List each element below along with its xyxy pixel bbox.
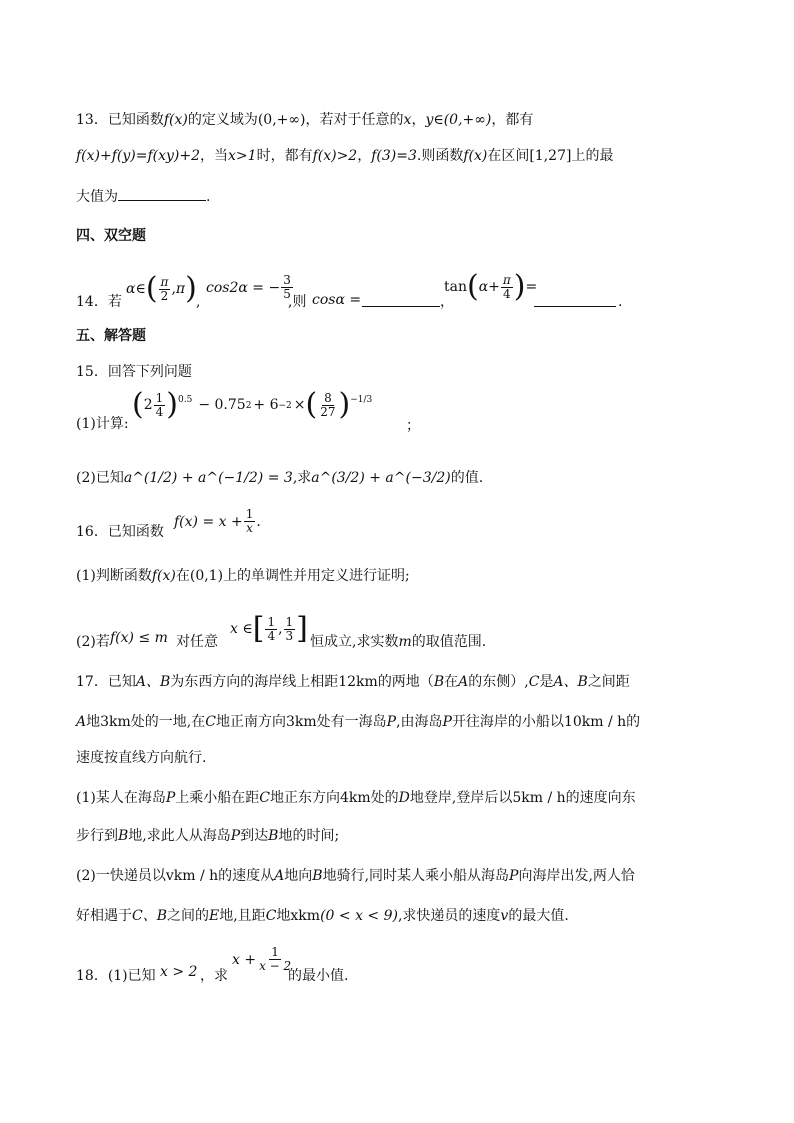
num: 1 bbox=[245, 507, 254, 521]
text: (1)判断函数 bbox=[76, 568, 152, 584]
math-alpha-interval: α∈ ( $\frac{\pi}{2}$ , π ) bbox=[126, 271, 197, 306]
math: 3km bbox=[100, 714, 131, 730]
math: = bbox=[525, 279, 538, 295]
math: P bbox=[165, 790, 176, 806]
q13-line-2 bbox=[76, 146, 613, 166]
text: ，当 bbox=[200, 148, 229, 164]
text: 13．已知函数 bbox=[76, 112, 164, 128]
text: 地正南方向 bbox=[215, 714, 286, 730]
math: f(x)+f(y)=f(xy)+2 bbox=[76, 148, 201, 164]
math: A bbox=[274, 868, 285, 884]
num: 3 bbox=[283, 273, 291, 287]
text: ，若对于任意的 bbox=[305, 112, 404, 128]
text: 17．已知 bbox=[76, 674, 136, 690]
math: α∈ bbox=[126, 281, 146, 297]
math: P bbox=[509, 868, 519, 884]
answer-blank[interactable] bbox=[118, 186, 206, 201]
text: ，都有 bbox=[491, 112, 534, 128]
text: 之间的 bbox=[167, 908, 209, 924]
text: 向海岸出发,两人恰 bbox=[518, 868, 635, 884]
math: A、B bbox=[135, 674, 171, 690]
math: x>1 bbox=[228, 148, 257, 164]
den: 4 bbox=[155, 404, 164, 419]
q16-sub-1 bbox=[76, 566, 410, 586]
text: 的定义域为 bbox=[187, 112, 258, 128]
text: .则函数 bbox=[416, 148, 464, 164]
text: 上的单调性并用定义进行证明; bbox=[223, 568, 410, 584]
math: f(x) bbox=[163, 112, 188, 128]
math: (0,1) bbox=[189, 568, 224, 584]
math: α+ bbox=[478, 279, 500, 295]
q13-line-3 bbox=[76, 186, 210, 207]
text: 是 bbox=[539, 674, 554, 690]
text: 18．(1)已知 bbox=[76, 968, 156, 984]
math: + 6 bbox=[253, 397, 279, 413]
text: 地,且距 bbox=[219, 908, 266, 924]
text: ， bbox=[440, 294, 454, 310]
text: 对任意 bbox=[176, 634, 218, 650]
math-expression bbox=[232, 946, 294, 973]
text: 地登岸,登岸后以 bbox=[409, 790, 513, 806]
section-heading-5: 五、解答题 bbox=[76, 328, 146, 344]
q13-line-1 bbox=[76, 110, 533, 130]
math-interval: x ∈ [ $\frac{1}{4}$ , $\frac{1}{3}$ ] bbox=[230, 611, 308, 646]
math: × bbox=[293, 397, 306, 413]
math: f(3)=3 bbox=[371, 148, 417, 164]
math: C bbox=[265, 908, 277, 924]
math: −2 bbox=[278, 401, 292, 411]
math: f(x) ≤ m bbox=[110, 630, 168, 646]
math: f(x) bbox=[463, 148, 488, 164]
math: 0.5 bbox=[178, 395, 193, 405]
text: 的最大值. bbox=[508, 908, 569, 924]
math: P bbox=[442, 714, 452, 730]
q17-line-3: 速度按直线方向航行. bbox=[76, 750, 207, 766]
text: 大值为 bbox=[76, 189, 118, 205]
math: (0 < x < 9) bbox=[320, 908, 398, 924]
q15-title: 15．回答下列问题 bbox=[76, 364, 192, 380]
math: f(x) bbox=[151, 568, 176, 584]
text: (1)计算: bbox=[76, 416, 129, 432]
text: ， bbox=[411, 112, 426, 128]
math: 12km bbox=[338, 674, 378, 690]
math: B bbox=[268, 828, 279, 844]
text: 的速度向东 bbox=[565, 790, 636, 806]
math: C、B bbox=[132, 908, 167, 924]
q15-sub-2 bbox=[76, 468, 483, 488]
math: D bbox=[398, 790, 410, 806]
den: 3 bbox=[285, 628, 294, 643]
math: vkm / h bbox=[165, 868, 219, 884]
text: ,求 bbox=[292, 470, 312, 486]
math-expression: ( 2 $\frac{1}{4}$ ) $^{0.5}$ − 0.75 2 + 6 −2 × ( $\frac{8}{27}$ ) $^{-1/3}$ bbox=[132, 387, 373, 422]
text: 的最小值. bbox=[288, 968, 349, 984]
math: cos2α = − bbox=[206, 279, 281, 296]
text: 上的最 bbox=[571, 148, 614, 164]
math: xkm bbox=[290, 908, 321, 924]
math: cosα = bbox=[312, 292, 362, 308]
q16-sub-2-tail bbox=[310, 632, 486, 652]
math: A bbox=[76, 714, 87, 730]
text: 的两地（ bbox=[377, 674, 434, 690]
math: a^(3/2) + a^(−3/2) bbox=[311, 470, 451, 486]
q17-line-4 bbox=[76, 788, 636, 808]
den: 4 bbox=[503, 286, 511, 301]
math: C bbox=[205, 714, 216, 730]
text: (1)某人在海岛 bbox=[76, 790, 166, 806]
math: P bbox=[386, 714, 397, 730]
text: 上乘小船在距 bbox=[175, 790, 260, 806]
text: , bbox=[196, 294, 201, 310]
math: A、B bbox=[553, 674, 588, 690]
text: ,由海岛 bbox=[396, 714, 443, 730]
text: 在区间 bbox=[487, 148, 530, 164]
text: 的值. bbox=[450, 470, 484, 486]
q17-line-6 bbox=[76, 866, 635, 886]
text: 地正东方向 bbox=[269, 790, 340, 806]
text: 处的一地,在 bbox=[130, 714, 206, 730]
q17-line-5 bbox=[76, 826, 339, 846]
math-tan: tan ( α+ $\frac{\pi}{4}$ ) = bbox=[444, 269, 538, 304]
text: 的速度从 bbox=[218, 868, 275, 884]
math: v bbox=[500, 908, 509, 924]
text: . bbox=[618, 294, 623, 310]
math: C bbox=[259, 790, 270, 806]
math: [1,27] bbox=[529, 148, 572, 164]
text: 好相遇于 bbox=[76, 908, 132, 924]
num: 1 bbox=[271, 945, 279, 959]
text: 处的 bbox=[370, 790, 399, 806]
num: 1 bbox=[267, 614, 276, 629]
q17-line-7 bbox=[76, 906, 569, 926]
answer-blank-1[interactable] bbox=[362, 292, 440, 307]
math: E bbox=[209, 908, 220, 924]
text: 地的时间; bbox=[278, 828, 340, 844]
math: B bbox=[312, 868, 323, 884]
text: ，求 bbox=[200, 968, 228, 984]
text: 14．若 bbox=[76, 294, 122, 310]
math: −1/3 bbox=[350, 395, 373, 405]
math: 4km bbox=[339, 790, 371, 806]
math: m bbox=[398, 634, 412, 650]
text: 恒成立,求实数 bbox=[310, 634, 399, 650]
math: (0,+∞) bbox=[257, 112, 306, 128]
math: a^(1/2) + a^(−1/2) = 3 bbox=[123, 470, 293, 486]
text: 步行到 bbox=[76, 828, 118, 844]
math-fx bbox=[174, 508, 261, 535]
den: 4 bbox=[267, 628, 276, 643]
num: π bbox=[160, 274, 169, 289]
num: 8 bbox=[324, 390, 332, 405]
text: 在 bbox=[444, 674, 459, 690]
text: 地骑行,同时某人乘小船从海岛 bbox=[322, 868, 510, 884]
text: 的取值范围. bbox=[411, 634, 487, 650]
text: 到达 bbox=[240, 828, 269, 844]
math: π bbox=[175, 281, 186, 297]
text: 地 bbox=[86, 714, 101, 730]
math: x > 2 bbox=[160, 964, 198, 980]
num: 1 bbox=[155, 390, 164, 405]
math: 3km bbox=[285, 714, 317, 730]
answer-blank-2[interactable] bbox=[534, 292, 616, 307]
text: 为东西方向的海岸线上相距 bbox=[170, 674, 339, 690]
math: x bbox=[403, 112, 412, 128]
text: . bbox=[256, 513, 261, 530]
math: C bbox=[528, 674, 540, 690]
text: (2)已知 bbox=[76, 470, 124, 486]
text: 地,求此人从海岛 bbox=[128, 828, 231, 844]
text: ,求快递员的速度 bbox=[397, 908, 501, 924]
text: 16．已知函数 bbox=[76, 524, 164, 540]
math: x ∈ bbox=[230, 621, 253, 637]
num: 1 bbox=[285, 614, 294, 629]
math: y∈(0,+∞) bbox=[425, 112, 492, 128]
text: 的东侧）, bbox=[468, 674, 529, 690]
math: 2 bbox=[143, 397, 153, 413]
text: ， bbox=[357, 148, 372, 164]
math: f(x)>2 bbox=[312, 148, 358, 164]
den: 2 bbox=[160, 288, 169, 303]
q17-line-2 bbox=[76, 712, 640, 732]
den: x bbox=[246, 521, 253, 535]
math: P bbox=[230, 828, 241, 844]
math: 2 bbox=[245, 401, 252, 411]
math: 10km / h bbox=[563, 714, 627, 730]
den: x − 2 bbox=[259, 959, 292, 973]
q17-line-1 bbox=[76, 672, 630, 692]
math: tan bbox=[444, 279, 467, 295]
math-cos2a bbox=[206, 274, 294, 301]
math: 5km / h bbox=[512, 790, 566, 806]
den: 5 bbox=[283, 287, 291, 301]
text: 之间距 bbox=[587, 674, 630, 690]
text: (2)一快递员以 bbox=[76, 868, 166, 884]
text: ,则 bbox=[288, 294, 307, 310]
math: B bbox=[118, 828, 129, 844]
text: . bbox=[206, 189, 211, 205]
math: B bbox=[433, 674, 445, 690]
text: (2)若 bbox=[76, 634, 110, 650]
den: 27 bbox=[320, 404, 336, 419]
text: 处有一海岛 bbox=[316, 714, 387, 730]
math: A bbox=[458, 674, 469, 690]
num: π bbox=[502, 272, 511, 287]
text: 的 bbox=[626, 714, 641, 730]
text: 时，都有 bbox=[256, 148, 313, 164]
text: ； bbox=[406, 418, 420, 434]
text: 地向 bbox=[284, 868, 313, 884]
math: − 0.75 bbox=[198, 397, 246, 413]
text: 在 bbox=[175, 568, 190, 584]
math: f(x) = x + bbox=[174, 513, 243, 530]
text: 地 bbox=[276, 908, 291, 924]
math: x + bbox=[232, 951, 257, 968]
text: 开往海岸的小船以 bbox=[451, 714, 564, 730]
section-heading-4: 四、双空题 bbox=[76, 228, 146, 244]
